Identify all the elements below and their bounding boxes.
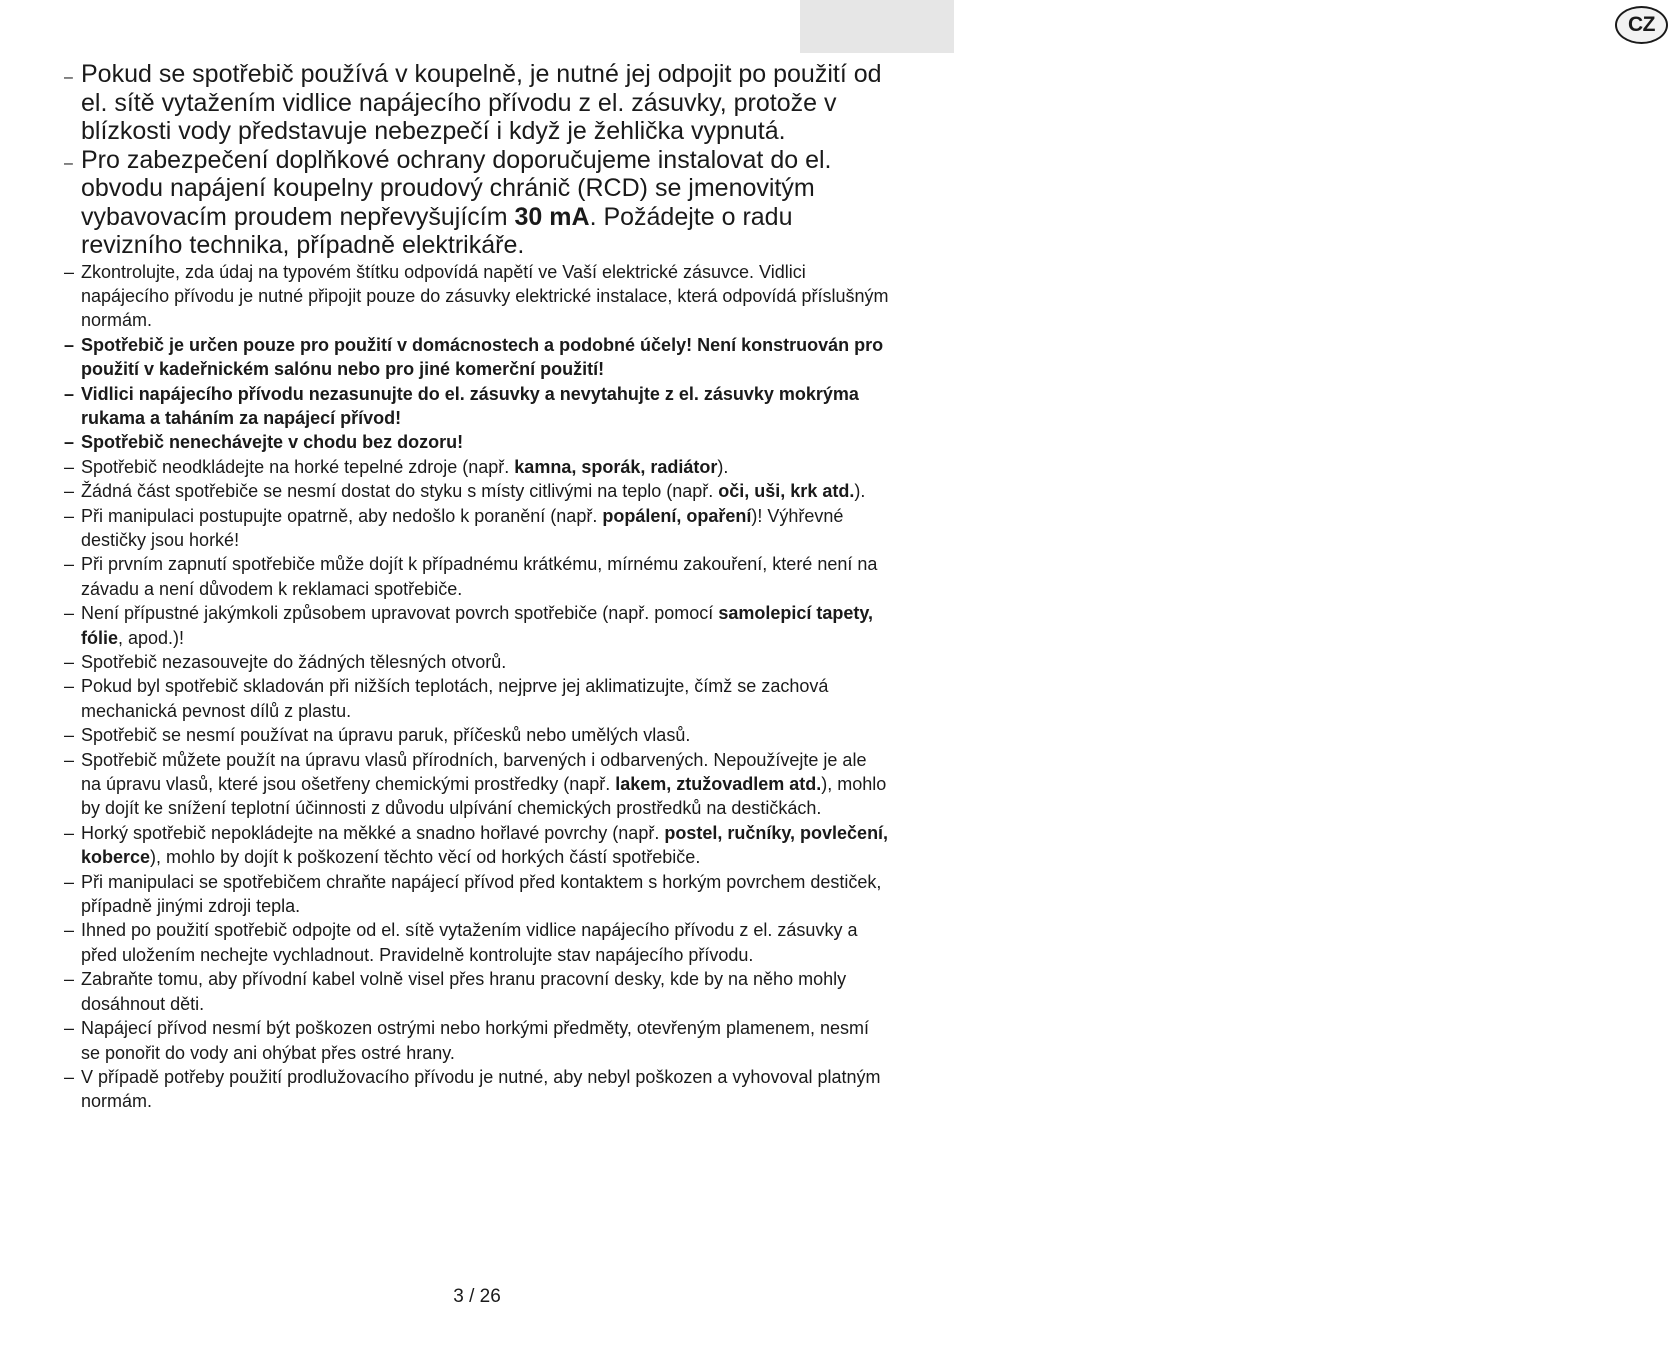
dash-bullet: –: [64, 603, 75, 624]
dash-bullet: –: [64, 749, 75, 770]
instruction-item: [64, 748, 890, 821]
instruction-text: Při prvním zapnutí spotřebiče může dojít k případnému krátkému, mírnému zakouření, které není na závadu a není důvodem k reklamaci spotřebiče.: [81, 554, 878, 599]
dash-bullet: –: [64, 969, 75, 990]
dash-bullet: –: [64, 676, 75, 697]
instruction-text: Pro zabezpečení doplňkové ochrany doporučujeme instalovat do el. obvodu napájení koupelny proudový chránič (RCD) se jmenovitým vybavovacím proudem nepřevyšujícím: [81, 145, 832, 231]
language-badge: CZ: [1615, 6, 1668, 44]
instruction-item: [64, 601, 890, 650]
dash-bullet: –: [64, 505, 75, 526]
dash-bullet: –: [64, 261, 75, 282]
instruction-text: . Požádejte o radu revizního technika, případně elektrikáře.: [81, 202, 793, 259]
instruction-text: Při manipulaci se spotřebičem chraňte napájecí přívod před kontaktem s horkým povrchem destiček, případně jinými zdroji tepla.: [81, 871, 882, 917]
language-tab: [800, 0, 1655, 53]
instruction-text: Vidlici napájecího přívodu nezasunujte do el. zásuvky a nevytahujte z el. zásuvky mokrýma rukama a taháním za napájecí přívod!: [81, 383, 859, 428]
instruction-text: Horký spotřebič nepokládejte na měkké a snadno hořlavé povrchy (např.: [81, 822, 665, 843]
dash-bullet: –: [64, 481, 75, 502]
instruction-item: [64, 60, 890, 146]
instruction-text: Spotřebič nezasouvejte do žádných tělesných otvorů.: [81, 652, 507, 672]
instruction-text: Zabraňte tomu, aby přívodní kabel volně visel přes hranu pracovní desky, kde by na něho mohly dosáhnout děti.: [81, 969, 847, 1014]
dash-bullet: –: [64, 871, 75, 892]
dash-bullet: –: [64, 456, 75, 477]
instruction-item: [64, 870, 890, 919]
instruction-item: [64, 674, 890, 723]
instruction-item: [64, 1016, 890, 1065]
instruction-text: )! Výhřevné destičky jsou horké!: [81, 505, 844, 550]
emphasis-text: postel, ručníky, povlečení, koberce: [81, 822, 889, 868]
dash-bullet: –: [64, 1018, 75, 1039]
instruction-text: Spotřebič můžete použít na úpravu vlasů přírodních, barvených i odbarvených. Nepoužívejte je ale na úpravu vlasů, které jsou ošetřeny chemickými prostředky (např.: [81, 749, 867, 795]
emphasis-text: popálení, opaření: [602, 505, 752, 526]
instruction-item: [64, 430, 890, 454]
instruction-text: ).: [854, 481, 866, 502]
instruction-item: [64, 455, 890, 479]
instruction-text: Pokud se spotřebič používá v koupelně, je nutné jej odpojit po použití od el. sítě vytažením vidlice napájecího přívodu z el. zásuvky, protože v blízkosti vody představuje nebezpečí i když je žehlička vypnutá.: [81, 60, 882, 145]
emphasis-text: 30 mA: [514, 202, 590, 231]
instruction-item: [64, 479, 890, 503]
instruction-text: Spotřebič neodkládejte na horké tepelné zdroje (např.: [81, 456, 515, 477]
dash-bullet: –: [64, 822, 75, 843]
instruction-text: ), mohlo by dojít ke snížení teplotní účinnosti z důvodu ulpívání chemických prostředků na destičkách.: [81, 774, 887, 819]
instruction-text: Pokud byl spotřebič skladován při nižších teplotách, nejprve jej aklimatizujte, čímž se zachová mechanická pevnost dílů z plastu.: [81, 676, 829, 721]
dash-bullet: –: [64, 154, 73, 172]
instruction-item: [64, 650, 890, 674]
instruction-text: ).: [717, 456, 729, 477]
instruction-item: [64, 552, 890, 601]
instruction-text: Při manipulaci postupujte opatrně, aby nedošlo k poranění (např.: [81, 505, 603, 526]
dash-bullet: –: [64, 334, 75, 355]
dash-bullet: –: [64, 652, 75, 672]
safety-instructions-list: [64, 60, 890, 1114]
instruction-item: [64, 918, 890, 967]
instruction-text: , apod.)!: [118, 627, 185, 648]
instruction-item: [64, 723, 890, 747]
page-number: 3 / 26: [453, 1286, 501, 1307]
dash-bullet: –: [64, 725, 75, 746]
instruction-text: Ihned po použití spotřebič odpojte od el. sítě vytažením vidlice napájecího přívodu z el. zásuvky a před uložením nechejte vychladnout. Pravidelně kontrolujte stav napájecího přívodu.: [81, 920, 858, 965]
instruction-item: [64, 333, 890, 382]
instruction-item: [64, 382, 890, 431]
instruction-text: V případě potřeby použití prodlužovacího přívodu je nutné, aby nebyl poškozen a vyhovoval platným normám.: [81, 1066, 881, 1112]
dash-bullet: –: [64, 554, 75, 575]
instruction-item: [64, 260, 890, 333]
emphasis-text: oči, uši, krk atd.: [718, 481, 855, 502]
dash-bullet: –: [64, 69, 73, 86]
instruction-text: Spotřebič nenechávejte v chodu bez dozoru!: [81, 432, 464, 453]
emphasis-text: lakem, ztužovadlem atd.: [615, 774, 822, 795]
instruction-text: Spotřebič se nesmí používat na úpravu paruk, příčesků nebo umělých vlasů.: [81, 725, 691, 746]
emphasis-text: kamna, sporák, radiátor: [514, 456, 718, 477]
dash-bullet: –: [64, 1066, 75, 1087]
instruction-text: Napájecí přívod nesmí být poškozen ostrými nebo horkými předměty, otevřeným plamenem, nesmí se ponořit do vody ani ohýbat přes ostré hrany.: [81, 1018, 870, 1063]
instruction-text: ), mohlo by dojít k poškození těchto věcí od horkých částí spotřebiče.: [150, 847, 701, 868]
instruction-item: [64, 504, 890, 553]
dash-bullet: –: [64, 432, 75, 453]
instruction-text: Není přípustné jakýmkoli způsobem upravovat povrch spotřebiče (např. pomocí: [81, 603, 719, 624]
instruction-item: [64, 821, 890, 870]
instruction-item: [64, 1065, 890, 1114]
instruction-item: [64, 967, 890, 1016]
instruction-text: Zkontrolujte, zda údaj na typovém štítku odpovídá napětí ve Vaší elektrické zásuvce. Vidlici napájecího přívodu je nutné připojit pouze do zásuvky elektrické instalace, která odpovídá příslušným normám.: [81, 261, 889, 331]
dash-bullet: –: [64, 920, 75, 941]
instruction-text: Žádná část spotřebiče se nesmí dostat do styku s místy citlivými na teplo (např.: [81, 481, 719, 502]
instruction-text: Spotřebič je určen pouze pro použití v domácnostech a podobné účely! Není konstruován pro použití v kadeřnickém salónu nebo pro jiné komerční použití!: [81, 334, 884, 380]
instruction-item: [64, 146, 890, 260]
dash-bullet: –: [64, 383, 75, 404]
emphasis-text: samolepicí tapety, fólie: [81, 603, 874, 648]
